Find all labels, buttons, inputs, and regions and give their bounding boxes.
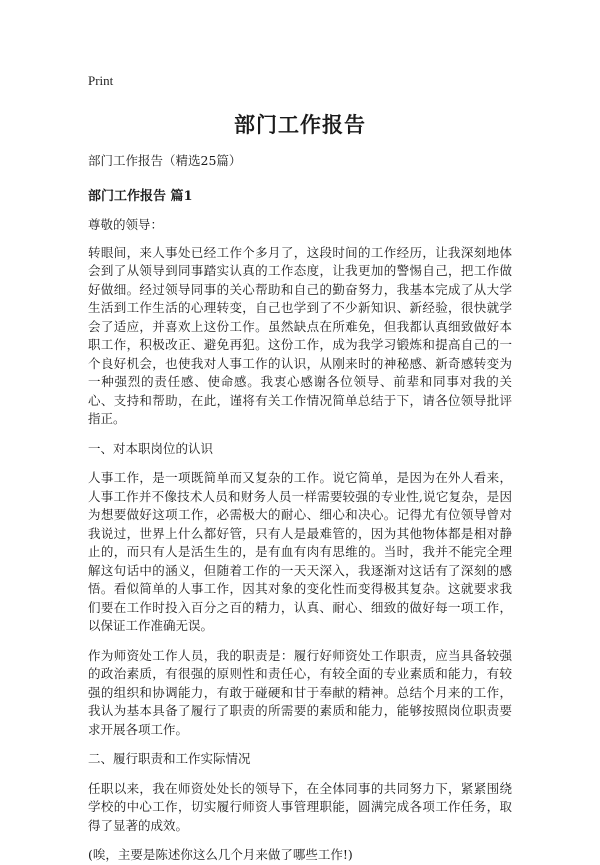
document-subtitle: 部门工作报告（精选25篇） <box>88 153 242 168</box>
paragraph-hr-work: 人事工作，是一项既简单而又复杂的工作。说它简单，是因为在外人看来，人事工作并不像技术人员和财务人员一样需要较强的专业性,说它复杂，是因为想要做好这项工作，必需极大的耐心、细心和决心。记得尤有位领导曾对我说过，世界上什么都好管，只有人是最难管的，因为其他物体都是相对静止的，而只有人是活生生的，是有血有肉有思维的。当时，我并不能完全理解这句话中的涵义，但随着工作的一天天深入，我逐渐对这话有了深刻的感悟。看似简单的人事工作，因其对象的变化性而变得极其复杂。这就要求我们要在工作时投入百分之百的精力，认真、耐心、细致的做好每一项工作，以保证工作准确无误。 <box>88 470 512 633</box>
section-heading-role-understanding: 一、对本职岗位的认识 <box>88 440 214 456</box>
print-link[interactable]: Print <box>88 73 114 88</box>
paragraph-note: (唉，主要是陈述你这么几个月来做了哪些工作!) <box>88 847 353 862</box>
greeting: 尊敬的领导： <box>88 217 164 232</box>
paragraph-duties: 作为师资处工作人员，我的职责是：履行好师资处工作职责，应当具备较强的政治素质，有很强的原则性和责任心，有较全面的专业素质和能力，有较强的组织和协调能力，有敢于碰硬和甘于奉献的精神。总结个月来的工作，我认为基本具备了履行了职责的所需要的素质和能力，能够按照岗位职责要求开展各项工作。 <box>88 647 512 737</box>
section-heading-duties-performance: 二、履行职责和工作实际情况 <box>88 751 251 766</box>
article-heading: 部门工作报告 篇1 <box>88 189 193 204</box>
page-title: 部门工作报告 <box>234 112 366 137</box>
paragraph-since-appointment: 任职以来，我在师资处处长的领导下，在全体同事的共同努力下，紧紧围绕学校的中心工作，切实履行师资人事管理职能，圆满完成各项工作任务，取得了显著的成效。 <box>88 780 512 833</box>
paragraph-intro: 转眼间，来人事处已经工作个多月了，这段时间的工作经历，让我深刻地体会到了从领导到同事踏实认真的工作态度，让我更加的警惕自己，把工作做好做细。经过领导同事的关心帮助和自己的勤奋努力，我基本完成了从大学生活到工作生活的心理转变，自己也学到了不少新知识、新经验，很快就学会了适应，并喜欢上这份工作。虽然缺点在所难免，但我都认真细致做好本职工作，积极改正、避免再犯。这份工作，成为我学习锻炼和提高自己的一个良好机会，也使我对人事工作的认识，从刚来时的神秘感、新奇感转变为一种强烈的责任感、使命感。我衷心感谢各位领导、前辈和同事对我的关心、支持和帮助，在此，谨将有关工作情况简单总结于下，请各位领导批评指正。 <box>88 244 512 426</box>
